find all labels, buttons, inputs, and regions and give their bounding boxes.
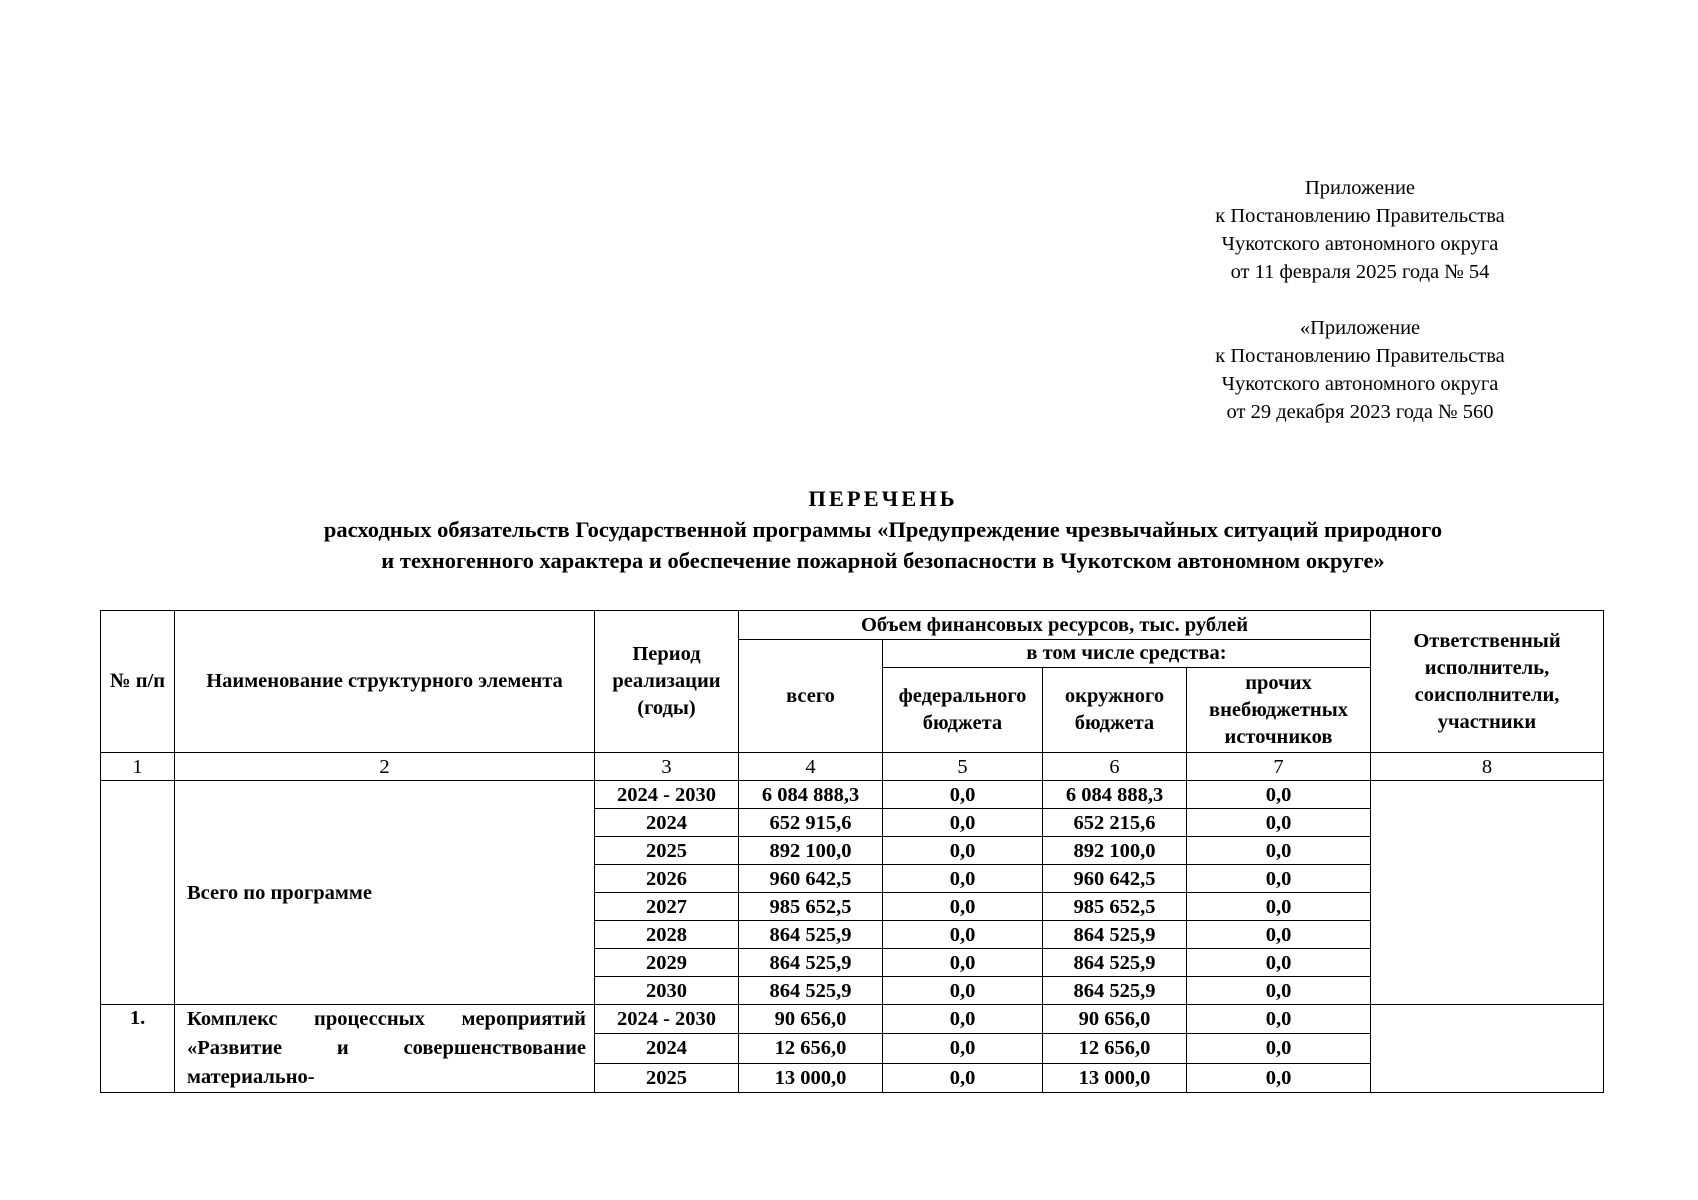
federal-cell: 0,0 [883, 1005, 1043, 1034]
federal-cell: 0,0 [883, 1034, 1043, 1063]
other-cell: 0,0 [1187, 921, 1371, 949]
title-main: ПЕРЕЧЕНЬ [808, 486, 958, 511]
table-row [101, 1005, 1604, 1034]
column-number: 7 [1187, 753, 1371, 781]
period-cell: 2025 [595, 1063, 739, 1092]
other-cell: 0,0 [1187, 865, 1371, 893]
header-name: Наименование структурного элемента [175, 611, 595, 753]
appendix-resolution: к Постановлению Правительства [1215, 345, 1505, 367]
federal-cell: 0,0 [883, 1063, 1043, 1092]
federal-cell: 0,0 [883, 977, 1043, 1005]
period-cell: 2029 [595, 949, 739, 977]
district-cell: 6 084 888,3 [1043, 781, 1187, 809]
header-volume: Объем финансовых ресурсов, тыс. рублей [739, 611, 1371, 640]
other-cell: 0,0 [1187, 1034, 1371, 1063]
other-cell: 0,0 [1187, 977, 1371, 1005]
appendix-current-reference [1160, 174, 1560, 286]
district-cell: 985 652,5 [1043, 893, 1187, 921]
row-index: 1. [101, 1005, 175, 1093]
period-cell: 2027 [595, 893, 739, 921]
period-cell: 2024 [595, 809, 739, 837]
district-cell: 892 100,0 [1043, 837, 1187, 865]
total-cell: 864 525,9 [739, 949, 883, 977]
other-cell: 0,0 [1187, 837, 1371, 865]
district-cell: 652 215,6 [1043, 809, 1187, 837]
district-cell: 90 656,0 [1043, 1005, 1187, 1034]
appendix-date-number: от 29 декабря 2023 года № 560 [1226, 401, 1494, 423]
total-cell: 985 652,5 [739, 893, 883, 921]
federal-cell: 0,0 [883, 809, 1043, 837]
period-cell: 2024 - 2030 [595, 781, 739, 809]
period-cell: 2025 [595, 837, 739, 865]
expenditure-table [100, 610, 1604, 1093]
title-line-1: расходных обязательств Государственной программы «Предупреждение чрезвычайных ситуаций природного [323, 517, 1443, 542]
period-cell: 2026 [595, 865, 739, 893]
district-cell: 12 656,0 [1043, 1034, 1187, 1063]
responsible-cell [1371, 1005, 1604, 1093]
column-number-row [101, 753, 1604, 781]
district-cell: 864 525,9 [1043, 977, 1187, 1005]
total-cell: 6 084 888,3 [739, 781, 883, 809]
column-number: 3 [595, 753, 739, 781]
column-number: 1 [101, 753, 175, 781]
document-title [110, 484, 1656, 576]
period-cell: 2024 - 2030 [595, 1005, 739, 1034]
appendix-region: Чукотского автономного округа [1221, 373, 1499, 395]
total-cell: 13 000,0 [739, 1063, 883, 1092]
column-number: 4 [739, 753, 883, 781]
appendix-label: «Приложение [1299, 317, 1421, 339]
appendix-original-reference [1160, 314, 1560, 426]
federal-cell: 0,0 [883, 781, 1043, 809]
appendix-resolution: к Постановлению Правительства [1215, 205, 1505, 227]
total-cell: 864 525,9 [739, 977, 883, 1005]
appendix-date-number: от 11 февраля 2025 года № 54 [1230, 261, 1490, 283]
total-cell: 864 525,9 [739, 921, 883, 949]
other-cell: 0,0 [1187, 893, 1371, 921]
period-cell: 2024 [595, 1034, 739, 1063]
other-cell: 0,0 [1187, 781, 1371, 809]
appendix-label: Приложение [1304, 177, 1416, 199]
total-cell: 12 656,0 [739, 1034, 883, 1063]
federal-cell: 0,0 [883, 893, 1043, 921]
federal-cell: 0,0 [883, 921, 1043, 949]
table-row [101, 781, 1604, 809]
responsible-cell [1371, 781, 1604, 1005]
federal-cell: 0,0 [883, 949, 1043, 977]
federal-cell: 0,0 [883, 865, 1043, 893]
header-federal: федерального бюджета [883, 668, 1043, 753]
column-number: 5 [883, 753, 1043, 781]
header-district: окружного бюджета [1043, 668, 1187, 753]
period-cell: 2028 [595, 921, 739, 949]
total-cell: 892 100,0 [739, 837, 883, 865]
district-cell: 960 642,5 [1043, 865, 1187, 893]
district-cell: 864 525,9 [1043, 921, 1187, 949]
district-cell: 864 525,9 [1043, 949, 1187, 977]
structural-element-name: Всего по программе [175, 781, 595, 1005]
column-number: 8 [1371, 753, 1604, 781]
header-other: прочих внебюджетных источников [1187, 668, 1371, 753]
structural-element-name: Комплекс процессных мероприятий «Развитие и совершенствование материально- [175, 1005, 595, 1093]
row-index [101, 781, 175, 1005]
column-number: 6 [1043, 753, 1187, 781]
other-cell: 0,0 [1187, 949, 1371, 977]
other-cell: 0,0 [1187, 809, 1371, 837]
period-cell: 2030 [595, 977, 739, 1005]
header-including: в том числе средства: [883, 640, 1371, 668]
column-number: 2 [175, 753, 595, 781]
total-cell: 960 642,5 [739, 865, 883, 893]
district-cell: 13 000,0 [1043, 1063, 1187, 1092]
header-num: № п/п [101, 611, 175, 753]
other-cell: 0,0 [1187, 1063, 1371, 1092]
total-cell: 90 656,0 [739, 1005, 883, 1034]
header-responsible: Ответственный исполнитель, соисполнители, участники [1371, 611, 1604, 753]
header-total: всего [739, 640, 883, 753]
header-period: Период реализации (годы) [595, 611, 739, 753]
total-cell: 652 915,6 [739, 809, 883, 837]
other-cell: 0,0 [1187, 1005, 1371, 1034]
title-line-2: и техногенного характера и обеспечение пожарной безопасности в Чукотском автономном округе» [381, 548, 1385, 573]
appendix-region: Чукотского автономного округа [1221, 233, 1499, 255]
federal-cell: 0,0 [883, 837, 1043, 865]
